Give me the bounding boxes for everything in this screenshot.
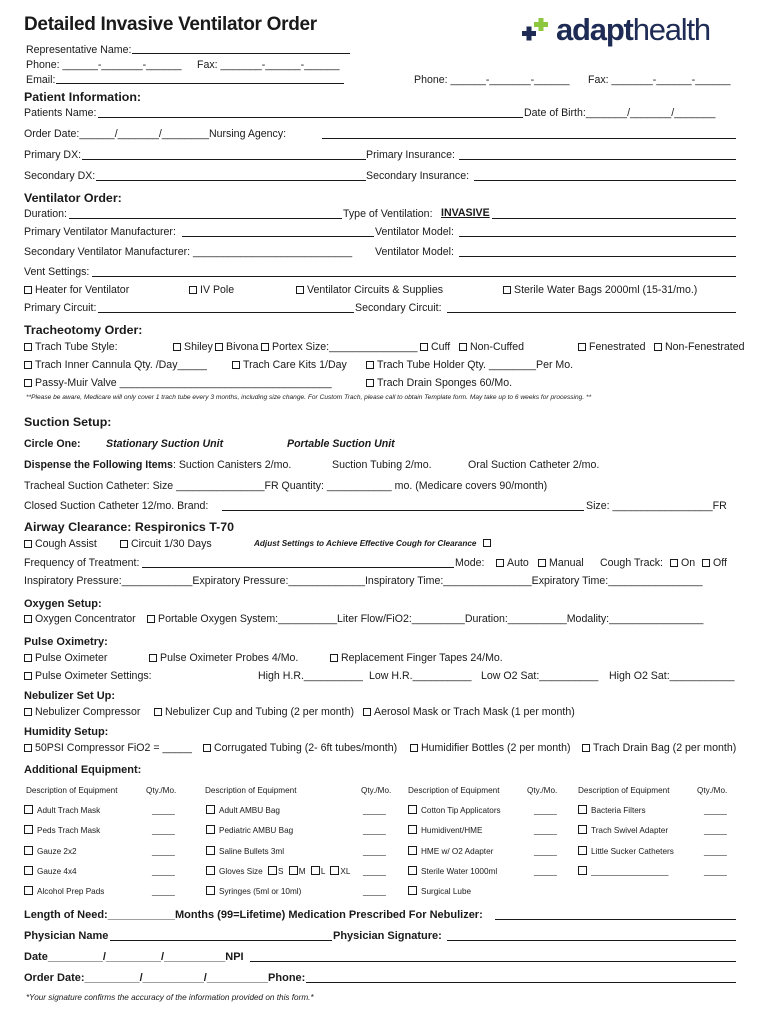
secondary-mfr-field[interactable]: Secondary Ventilator Manufacturer: ___________________________ [24,246,353,258]
rep-phone: Phone: ______-_______-______ [26,59,182,71]
nebulizer-heading: Nebulizer Set Up: [24,690,116,702]
checkbox-icon[interactable] [496,559,504,567]
col-desc-header-4: Description of Equipment [578,786,670,795]
inner-cannula-checkbox[interactable]: Trach Inner Cannula Qty. /Day_____ [24,359,207,371]
passy-muir-checkbox[interactable]: Passy-Muir Valve ____________________________________ [24,377,332,389]
rep-phone-2: Phone: ______-_______-______ [414,74,570,86]
checkbox-icon[interactable] [24,654,32,662]
oxygen-concentrator-checkbox[interactable]: Oxygen Concentrator [24,613,136,625]
checkbox-icon[interactable] [268,866,277,875]
checkbox-icon[interactable] [330,654,338,662]
phone-line[interactable] [306,982,736,983]
checkbox-icon[interactable] [408,846,417,855]
checkbox-icon[interactable] [538,559,546,567]
oxygen-heading: Oxygen Setup: [24,598,102,610]
trach-drain-bag-checkbox[interactable]: Trach Drain Bag (2 per month) [582,742,736,754]
checkbox-icon[interactable] [24,286,32,294]
pressure-row[interactable]: Inspiratory Pressure:____________Expiratory Pressure:_____________Inspiratory Time:_______________Expiratory Time:________________ [24,575,703,587]
qty-blank[interactable]: _____ [534,826,557,835]
equipment-item-other[interactable]: _________________ [578,866,668,877]
frequency-label: Frequency of Treatment: [24,557,140,569]
equipment-item[interactable]: Surgical Lube [408,886,471,897]
equipment-item[interactable]: Bacteria Filters [578,805,646,816]
qty-blank[interactable]: _____ [152,847,175,856]
vent-settings-label: Vent Settings: [24,266,90,278]
oximeter-settings-checkbox[interactable]: Pulse Oximeter Settings: [24,670,152,682]
vent-settings-line[interactable] [92,276,736,277]
checkbox-icon[interactable] [24,379,32,387]
patient-name-line[interactable] [98,117,523,118]
secondary-dx-line[interactable] [96,180,366,181]
primary-mfr-line[interactable] [182,236,374,237]
secondary-model-line[interactable] [459,256,736,257]
qty-blank[interactable]: _____ [363,806,386,815]
equipment-item[interactable]: Alcohol Prep Pads [24,886,104,897]
form-title: Detailed Invasive Ventilator Order [24,14,317,35]
corrugated-tubing-checkbox[interactable]: Corrugated Tubing (2- 6ft tubes/month) [203,742,397,754]
rep-email-line[interactable] [56,83,344,84]
ventilation-type-value: INVASIVE [441,207,490,219]
checkbox-icon[interactable] [420,343,428,351]
trach-style-checkbox[interactable]: Trach Tube Style: [24,341,118,353]
qty-blank[interactable]: _____ [704,806,727,815]
checkbox-icon[interactable] [206,825,215,834]
checkbox-icon[interactable] [24,672,32,680]
fenestrated-checkbox[interactable]: Fenestrated [578,341,646,353]
checkbox-icon[interactable] [408,825,417,834]
manual-checkbox[interactable]: Manual [538,557,584,569]
high-hr-field[interactable]: High H.R.__________ [258,670,363,682]
primary-model-label: Ventilator Model: [375,226,454,238]
non-cuffed-checkbox[interactable]: Non-Cuffed [459,341,524,353]
non-fenestrated-checkbox[interactable]: Non-Fenestrated [654,341,745,353]
checkbox-icon[interactable] [363,708,371,716]
equipment-item[interactable]: Trach Swivel Adapter [578,825,668,836]
primary-ins-line[interactable] [459,159,736,160]
qty-blank[interactable]: _____ [363,887,386,896]
checkbox-icon[interactable] [149,654,157,662]
primary-dx-label: Primary DX: [24,149,82,161]
secondary-model-label: Ventilator Model: [375,246,454,258]
date-npi-label: Date_________/_________/__________NPI [24,951,244,963]
portex-checkbox[interactable]: Portex Size:_______________ [261,341,418,353]
drain-sponges-checkbox[interactable]: Trach Drain Sponges 60/Mo. [366,377,512,389]
qty-blank[interactable]: _____ [534,806,557,815]
order-date-phone-label: Order Date:_________/__________/__________Phone: [24,972,306,984]
checkbox-icon[interactable] [578,825,587,834]
suction-heading: Suction Setup: [24,415,112,429]
checkbox-icon[interactable] [147,615,155,623]
col-qty-header-2: Qty./Mo. [361,786,392,795]
npi-line[interactable] [250,961,736,962]
humidity-heading: Humidity Setup: [24,726,109,738]
rep-name-label: Representative Name: [26,44,132,56]
equipment-item[interactable]: Gauze 2x2 [24,846,77,857]
secondary-ins-label: Secondary Insurance: [366,170,470,182]
vent-heading: Ventilator Order: [24,191,122,205]
equipment-item[interactable]: HME w/ O2 Adapter [408,846,493,857]
col-qty-header-3: Qty./Mo. [527,786,558,795]
trach-note: **Please be aware, Medicare will only cover 1 trach tube every 3 months, including size change. For Custom Trach, please call to obtain Template form. May take up to 6 weeks for processing. ** [26,394,592,401]
secondary-circuit-line[interactable] [447,312,736,313]
dob-field[interactable]: Date of Birth:_______/_______/_______ [524,107,716,119]
physician-sig-line[interactable] [447,940,736,941]
humidifier-bottles-checkbox[interactable]: Humidifier Bottles (2 per month) [410,742,571,754]
equipment-item[interactable]: Adult Trach Mask [24,805,100,816]
checkbox-icon[interactable] [189,286,197,294]
circuits-checkbox[interactable]: Ventilator Circuits & Supplies [296,284,443,296]
checkbox-icon[interactable] [206,846,215,855]
ventilation-type-line[interactable] [492,218,736,219]
checkbox-icon[interactable] [120,540,128,548]
checkbox-icon[interactable] [503,286,511,294]
gloves-item[interactable]: Gloves Size S M L XL [206,866,350,877]
checkbox-icon[interactable] [408,866,417,875]
signature-note: *Your signature confirms the accuracy of the information provided on this form.* [26,993,314,1002]
nursing-agency-line[interactable] [322,138,736,139]
high-o2-field[interactable]: High O2 Sat:___________ [609,670,735,682]
oximeter-probes-checkbox[interactable]: Pulse Oximeter Probes 4/Mo. [149,652,298,664]
checkbox-icon[interactable] [702,559,710,567]
order-date-field[interactable]: Order Date:______/_______/________Nursing Agency: [24,128,287,140]
qty-blank[interactable]: _____ [152,887,175,896]
checkbox-icon[interactable] [24,805,33,814]
qty-blank[interactable]: _____ [363,867,386,876]
mode-label: Mode: [455,557,485,569]
checkbox-icon[interactable] [206,866,215,875]
iv-pole-checkbox[interactable]: IV Pole [189,284,234,296]
ventilation-type-label: Type of Ventilation: [343,208,433,220]
equipment-item[interactable]: Little Sucker Catheters [578,846,674,857]
col-desc-header-1: Description of Equipment [26,786,118,795]
holder-checkbox[interactable]: Trach Tube Holder Qty. ________Per Mo. [366,359,573,371]
checkbox-icon[interactable] [578,343,586,351]
checkbox-icon[interactable] [654,343,662,351]
brand-plus-icon [520,18,554,44]
checkbox-icon[interactable] [24,540,32,548]
trach-heading: Tracheotomy Order: [24,323,143,337]
heater-checkbox[interactable]: Heater for Ventilator [24,284,129,296]
qty-blank[interactable]: _____ [704,847,727,856]
checkbox-icon[interactable] [483,539,491,547]
checkbox-icon[interactable] [24,708,32,716]
secondary-circuit-label: Secondary Circuit: [355,302,442,314]
physician-name-line[interactable] [110,940,332,941]
auto-checkbox[interactable]: Auto [496,557,529,569]
cough-track-label: Cough Track: [600,557,664,569]
checkbox-icon[interactable] [215,343,223,351]
rep-name-line[interactable] [132,53,350,54]
primary-circuit-label: Primary Circuit: [24,302,97,314]
checkbox-icon[interactable] [408,886,417,895]
physician-sig-label: Physician Signature: [333,930,442,942]
primary-circuit-line[interactable] [98,312,354,313]
airway-heading: Airway Clearance: Respironics T-70 [24,520,235,534]
checkbox-icon[interactable] [289,866,298,875]
checkbox-icon[interactable] [330,866,339,875]
duration-label: Duration: [24,208,67,220]
off-checkbox[interactable]: Off [702,557,727,569]
checkbox-icon[interactable] [232,361,240,369]
equipment-item[interactable]: Saline Bullets 3ml [206,846,284,857]
checkbox-icon[interactable] [203,744,211,752]
equipment-item[interactable]: Gauze 4x4 [24,866,77,877]
bivona-checkbox[interactable]: Bivona [215,341,258,353]
checkbox-icon[interactable] [582,744,590,752]
cuff-checkbox[interactable]: Cuff [420,341,450,353]
qty-blank[interactable]: _____ [534,867,557,876]
closed-catheter-size[interactable]: Size: _________________FR [586,500,727,512]
oral-catheter: Oral Suction Catheter 2/mo. [468,459,600,471]
closed-catheter-label: Closed Suction Catheter 12/mo. Brand: [24,500,209,512]
additional-heading: Additional Equipment: [24,764,142,776]
rep-email-label: Email: [26,74,56,86]
checkbox-icon[interactable] [578,866,587,875]
stationary-option[interactable]: Stationary Suction Unit [106,438,224,450]
checkbox-icon[interactable] [296,286,304,294]
checkbox-icon[interactable] [24,886,33,895]
checkbox-icon[interactable] [24,343,32,351]
equipment-item[interactable]: Adult AMBU Bag [206,805,280,816]
circuit-checkbox[interactable]: Circuit 1/30 Days [120,538,212,550]
water-bags-checkbox[interactable]: Sterile Water Bags 2000ml (15-31/mo.) [503,284,697,296]
qty-blank[interactable]: _____ [152,826,175,835]
duration-line[interactable] [69,218,342,219]
checkbox-icon[interactable] [670,559,678,567]
equipment-item[interactable]: Pediatric AMBU Bag [206,825,293,836]
secondary-dx-label: Secondary DX: [24,170,96,182]
pulse-heading: Pulse Oximetry: [24,636,108,648]
checkbox-icon[interactable] [459,343,467,351]
primary-dx-line[interactable] [82,159,366,160]
frequency-line[interactable] [142,567,454,568]
qty-blank[interactable]: _____ [152,867,175,876]
col-qty-header-4: Qty./Mo. [697,786,728,795]
portable-option[interactable]: Portable Suction Unit [287,438,395,450]
patient-heading: Patient Information: [24,90,142,104]
secondary-ins-line[interactable] [474,180,736,181]
checkbox-icon[interactable] [24,615,32,623]
checkbox-icon[interactable] [24,825,33,834]
checkbox-icon[interactable] [24,361,32,369]
qty-blank[interactable]: _____ [704,867,727,876]
cough-assist-checkbox[interactable]: Cough Assist [24,538,97,550]
nebulizer-cup-checkbox[interactable]: Nebulizer Cup and Tubing (2 per month) [154,706,354,718]
qty-blank[interactable]: _____ [152,806,175,815]
checkbox-icon[interactable] [24,846,33,855]
equipment-item[interactable]: Sterile Water 1000ml [408,866,497,877]
col-desc-header-2: Description of Equipment [205,786,297,795]
equipment-item[interactable]: Cotton Tip Applicators [408,805,501,816]
rep-fax: Fax: _______-______-______ [197,59,340,71]
qty-blank[interactable]: _____ [363,847,386,856]
checkbox-icon[interactable] [578,846,587,855]
pulse-oximeter-checkbox[interactable]: Pulse Oximeter [24,652,107,664]
medication-line[interactable] [495,919,736,920]
length-of-need-label: Length of Need:___________Months (99=Lifetime) Medication Prescribed For Nebulizer: [24,909,483,921]
qty-blank[interactable]: _____ [704,826,727,835]
primary-mfr-label: Primary Ventilator Manufacturer: [24,226,176,238]
checkbox-icon[interactable] [366,379,374,387]
primary-ins-label: Primary Insurance: [366,149,455,161]
checkbox-icon[interactable] [366,361,374,369]
circle-one-label: Circle One: [24,438,81,450]
checkbox-icon[interactable] [154,708,162,716]
equipment-item[interactable]: Humidivent/HME [408,825,482,836]
low-o2-field[interactable]: Low O2 Sat:__________ [481,670,599,682]
qty-blank[interactable]: _____ [534,847,557,856]
adjust-settings-checkbox[interactable]: Adjust Settings to Achieve Effective Cough for Clearance [254,539,494,549]
closed-catheter-brand-line[interactable] [222,510,584,511]
finger-tapes-checkbox[interactable]: Replacement Finger Tapes 24/Mo. [330,652,503,664]
rep-fax-2: Fax: _______-______-______ [588,74,731,86]
aerosol-mask-checkbox[interactable]: Aerosol Mask or Trach Mask (1 per month) [363,706,575,718]
checkbox-icon[interactable] [410,744,418,752]
primary-model-line[interactable] [459,236,736,237]
checkbox-icon[interactable] [311,866,320,875]
qty-blank[interactable]: _____ [363,826,386,835]
dispense-row: Dispense the Following Items: Suction Canisters 2/mo. [24,459,292,471]
physician-name-label: Physician Name [24,930,109,942]
shiley-checkbox[interactable]: Shiley [173,341,213,353]
checkbox-icon[interactable] [206,886,215,895]
checkbox-icon[interactable] [578,805,587,814]
checkbox-icon[interactable] [261,343,269,351]
col-desc-header-3: Description of Equipment [408,786,500,795]
equipment-item[interactable]: Peds Trach Mask [24,825,100,836]
psi-compressor-checkbox[interactable]: 50PSI Compressor FiO2 = _____ [24,742,192,754]
low-hr-field[interactable]: Low H.R.__________ [369,670,472,682]
checkbox-icon[interactable] [24,866,33,875]
equipment-item[interactable]: Syringes (5ml or 10ml) [206,886,301,897]
checkbox-icon[interactable] [24,744,32,752]
suction-tubing: Suction Tubing 2/mo. [332,459,432,471]
tracheal-catheter-field[interactable]: Tracheal Suction Catheter: Size _______________FR Quantity: ___________ mo. (Medicare covers 90/month) [24,480,548,492]
checkbox-icon[interactable] [173,343,181,351]
checkbox-icon[interactable] [206,805,215,814]
on-checkbox[interactable]: On [670,557,695,569]
checkbox-icon[interactable] [408,805,417,814]
portable-oxygen-checkbox[interactable]: Portable Oxygen System:__________Liter Flow/FiO2:_________Duration:__________Modality:________________ [147,613,703,625]
care-kits-checkbox[interactable]: Trach Care Kits 1/Day [232,359,347,371]
brand-logo: adapthealth [556,12,710,47]
patient-name-label: Patients Name: [24,107,97,119]
col-qty-header-1: Qty./Mo. [146,786,177,795]
nebulizer-compressor-checkbox[interactable]: Nebulizer Compressor [24,706,140,718]
